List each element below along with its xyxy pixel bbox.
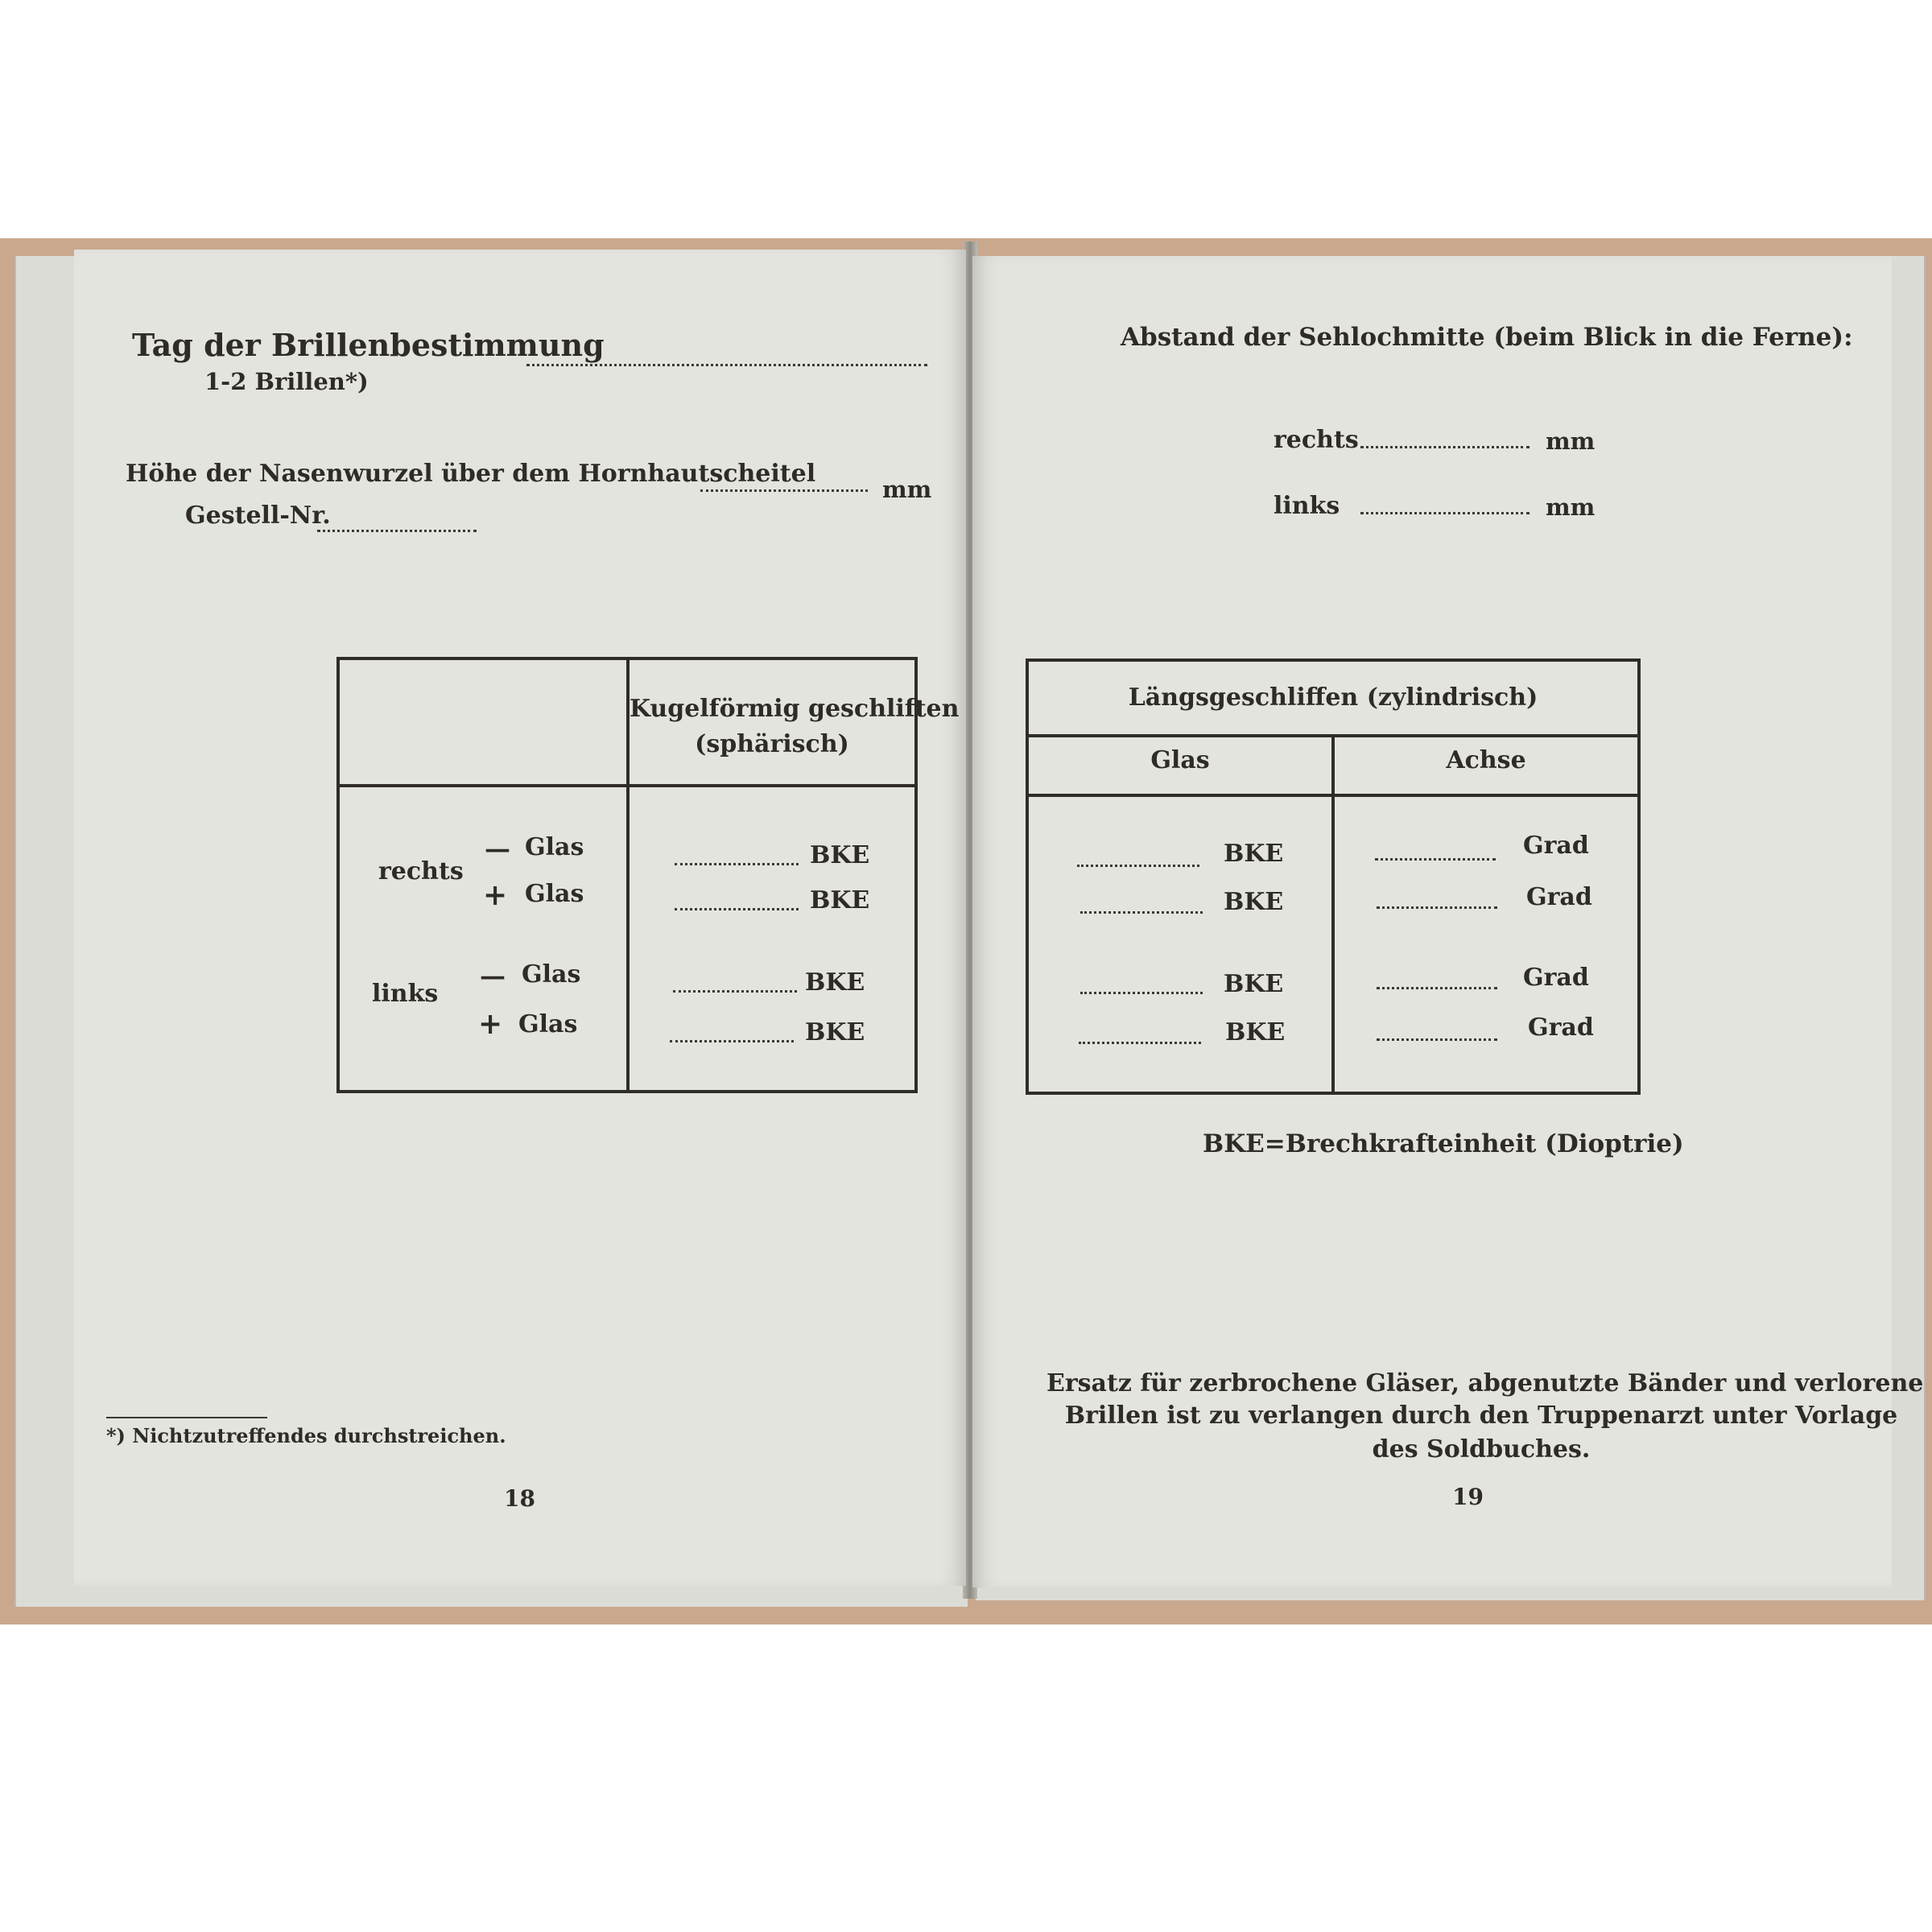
spherical-header-line2: (sphärisch) — [695, 730, 849, 758]
replacement-note-line3: des Soldbuches. — [1372, 1435, 1591, 1463]
row1-unit: BKE — [810, 841, 870, 869]
cyl-row1-axis-unit: Grad — [1523, 832, 1589, 860]
row3-glass-label: Glas — [522, 960, 581, 989]
cylindrical-header: Längsgeschliffen (zylindrisch) — [1128, 683, 1538, 712]
row2-unit: BKE — [810, 886, 870, 914]
row-side-links: links — [372, 980, 439, 1008]
row-side-rechts: rechts — [378, 857, 464, 886]
frame-number-label: Gestell-Nr. — [185, 502, 331, 530]
pupil-distance-title: Abstand der Sehlochmitte (beim Blick in die Ferne): — [1121, 323, 1853, 352]
nasal-height-field[interactable] — [700, 489, 868, 492]
page-number-18: 18 — [504, 1485, 535, 1512]
frame-number-field[interactable] — [317, 530, 477, 532]
cyl-row3-axis-unit: Grad — [1523, 964, 1589, 992]
col-glass-header: Glas — [1150, 746, 1210, 774]
row1-glass-label: Glas — [525, 833, 584, 861]
spherical-header-line1: Kugelförmig geschliften — [630, 695, 960, 723]
nasal-height-unit: mm — [882, 476, 932, 503]
cyl-row4-axis-unit: Grad — [1528, 1013, 1594, 1042]
brillen-count-subtitle: 1-2 Brillen*) — [204, 368, 369, 395]
pupil-right-field[interactable] — [1360, 446, 1530, 448]
date-field[interactable] — [526, 364, 927, 366]
row3-sign: — — [480, 960, 506, 991]
cyl-row2-axis-unit: Grad — [1526, 883, 1592, 911]
row3-value-field[interactable] — [673, 990, 797, 993]
row2-value-field[interactable] — [675, 908, 799, 910]
pupil-right-unit: mm — [1546, 427, 1596, 455]
replacement-note-line1: Ersatz für zerbrochene Gläser, abgenutzte Bänder und verlorene — [1046, 1369, 1924, 1397]
bke-legend: BKE=Brechkrafteinheit (Dioptrie) — [1203, 1129, 1684, 1158]
row2-sign: + — [483, 878, 508, 912]
row1-sign: — — [485, 833, 510, 864]
page-number-19: 19 — [1452, 1484, 1484, 1510]
row4-sign: + — [478, 1007, 503, 1041]
row2-glass-label: Glas — [525, 880, 584, 908]
cyl-row2-axis-field[interactable] — [1377, 906, 1497, 909]
row4-unit: BKE — [805, 1018, 865, 1046]
pupil-left-unit: mm — [1546, 493, 1596, 521]
cyl-row1-axis-field[interactable] — [1375, 858, 1496, 861]
row3-unit: BKE — [805, 968, 865, 997]
footnote: *) Nichtzutreffendes durchstreichen. — [106, 1424, 506, 1447]
pupil-left-label: links — [1274, 492, 1340, 520]
brillenbestimmung-title: Tag der Brillenbestimmung — [132, 327, 605, 363]
cyl-row4-axis-field[interactable] — [1377, 1038, 1497, 1041]
cyl-row1-unit: BKE — [1224, 840, 1284, 868]
pupil-right-label: rechts — [1274, 426, 1359, 454]
nasal-height-label: Höhe der Nasenwurzel über dem Hornhautscheitel — [126, 460, 816, 488]
row4-value-field[interactable] — [670, 1040, 794, 1042]
cyl-row4-unit: BKE — [1225, 1018, 1286, 1046]
cyl-row3-unit: BKE — [1224, 970, 1284, 998]
cyl-row3-axis-field[interactable] — [1377, 987, 1497, 989]
cyl-row1-value-field[interactable] — [1077, 865, 1199, 867]
row1-value-field[interactable] — [675, 863, 799, 865]
row4-glass-label: Glas — [518, 1010, 578, 1038]
cyl-row4-value-field[interactable] — [1079, 1042, 1201, 1044]
pupil-left-field[interactable] — [1360, 512, 1530, 514]
cyl-row3-value-field[interactable] — [1080, 992, 1203, 994]
cyl-row2-value-field[interactable] — [1080, 911, 1203, 914]
cylindrical-table-divider — [1331, 734, 1335, 1095]
replacement-note-line2: Brillen ist zu verlangen durch den Truppenarzt unter Vorlage — [1064, 1402, 1898, 1430]
footnote-rule — [106, 1417, 267, 1418]
cyl-row2-unit: BKE — [1224, 888, 1284, 916]
col-axis-header: Achse — [1446, 746, 1526, 774]
